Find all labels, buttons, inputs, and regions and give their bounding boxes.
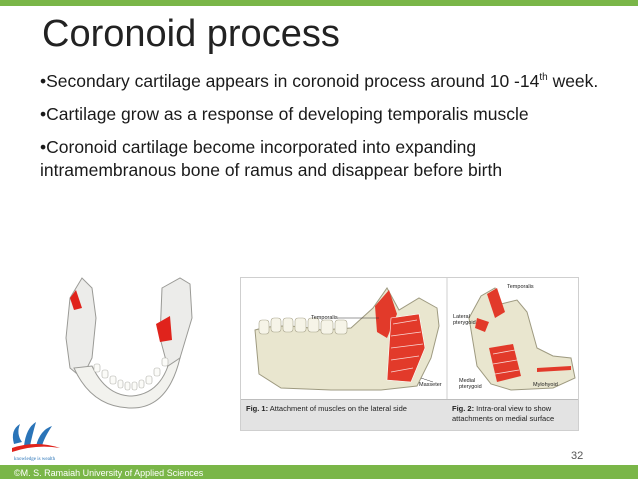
footer-copyright: ©M. S. Ramaiah University of Applied Sciences [14,468,204,478]
label-temporalis-medial: Temporalis [507,284,534,290]
bottom-band [0,465,638,479]
fig1-caption-text: Attachment of muscles on the lateral side [268,404,407,413]
top-accent-band [0,0,638,6]
coronoid-highlight-right [156,316,172,342]
university-logo [6,418,66,464]
page-number: 32 [571,450,584,462]
fig2-caption-label: Fig. 2: [452,404,475,413]
bullet-item [40,66,600,93]
fig2-caption-text: Intra-oral view to show attachments on medial surface [452,404,555,423]
mandible-illustration [52,258,212,418]
bullet-item: •Coronoid cartilage become incorporated into expanding intramembranous bone of ramus and disappear before birth [40,136,503,180]
logo-tagline: knowledge is wealth [14,457,56,462]
jaw-muscle-diagrams [241,278,578,400]
fig1-caption-label: Fig. 1: [246,404,269,413]
bullet-list [40,66,600,192]
label-mylohyoid: Mylohyoid [533,382,558,388]
bullet-item: •Cartilage grow as a response of developing temporalis muscle [40,103,529,124]
figure-caption-bar [241,399,578,430]
bullet-text-end: week. [547,70,599,91]
label-temporalis: Temporalis [311,315,338,321]
slide-title: Coronoid process [42,13,340,55]
bullet-text: •Secondary cartilage appears in coronoid process around 10 -14 [40,70,540,91]
superscript: th [539,72,548,83]
label-medial-pterygoid: Medial pterygoid [459,378,482,390]
muscle-attachment-figure [240,277,579,431]
fig1-caption [246,404,442,414]
label-masseter: Masseter [419,382,442,388]
label-lateral-pterygoid: Lateral pterygoid [453,314,476,326]
fig2-caption [452,404,574,424]
